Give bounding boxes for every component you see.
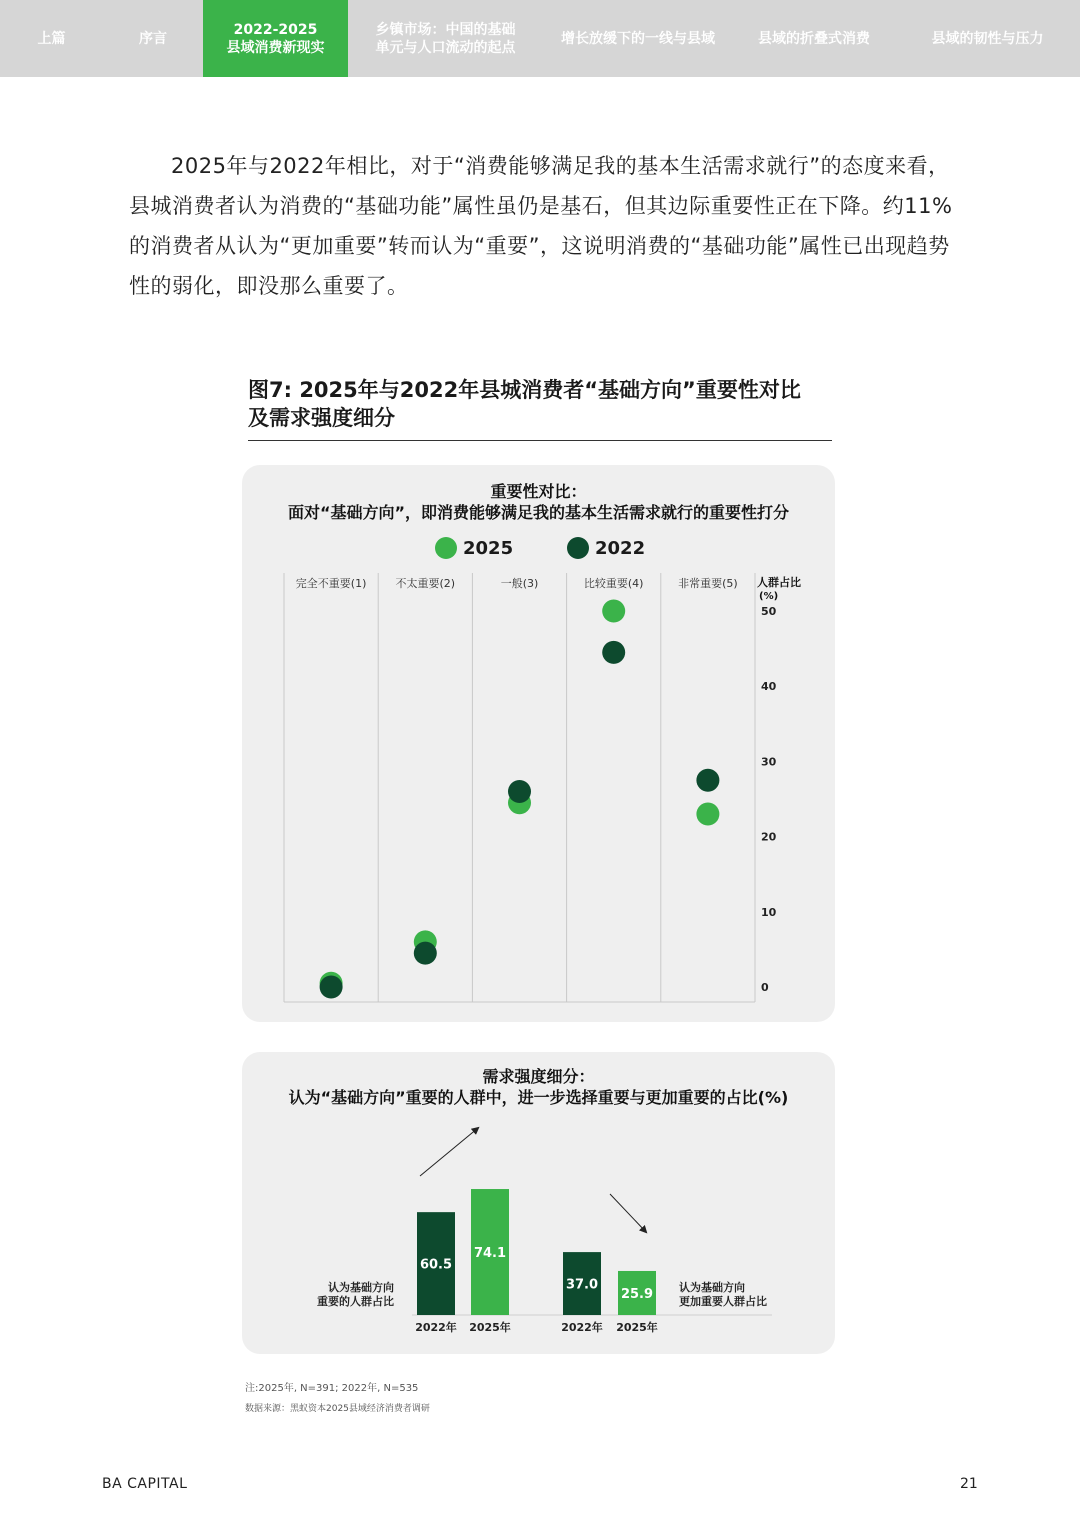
y-tick-label: 30 — [761, 755, 777, 769]
figure-title-line2: 及需求强度细分 — [248, 406, 395, 430]
group2-label-line2: 更加重要人群占比 — [679, 1295, 767, 1308]
scatter-point-2022 — [320, 976, 343, 999]
trend-up-arrow — [420, 1128, 478, 1176]
y-tick-label: 50 — [761, 605, 777, 618]
y-tick-label: 10 — [761, 905, 777, 919]
figure-title — [248, 376, 832, 441]
intro-paragraph: 2025年与2022年相比，对于“消费能够满足我的基本生活需求就行”的态度来看，县城消费者认为消费的“基础功能”属性虽仍是基石，但其边际重要性正在下降。约11%的消费者从认为“更加重要”转而认为“重要”，这说明消费的“基础功能”属性已出现趋势性的弱化，即没那么重要了。 — [129, 154, 953, 298]
importance-title-line2: 面对“基础方向”，即消费能够满足我的基本生活需求就行的重要性打分 — [287, 503, 790, 522]
scatter-point-2025 — [602, 600, 625, 623]
importance-panel — [242, 465, 835, 1022]
category-label: 比较重要(4) — [583, 577, 644, 590]
intensity-title-line1: 需求强度细分： — [482, 1067, 595, 1086]
group1-label-line1: 认为基础方向 — [328, 1281, 394, 1294]
intensity-title-line2: 认为“基础方向”重要的人群中，进一步选择重要与更加重要的占比(%) — [288, 1088, 789, 1107]
y-tick-label: 0 — [761, 981, 769, 994]
nav-tab-folded-consumption[interactable]: 县域的折叠式消费 — [758, 30, 870, 47]
y-axis-label: 人群占比 — [757, 576, 801, 589]
bar-value-label: 37.0 — [565, 1277, 599, 1293]
figure-title-line1: 图7: 2025年与2022年县城消费者“基础方向”重要性对比 — [248, 378, 801, 402]
nav-tab-township-market[interactable]: 乡镇市场：中国的基础 单元与人口流动的起点 — [375, 21, 516, 56]
bar-year-label: 2022年 — [561, 1321, 603, 1334]
nav-tab-part-one[interactable]: 上篇 — [37, 30, 66, 47]
group2-label-line1: 认为基础方向 — [679, 1281, 745, 1294]
category-label: 不太重要(2) — [395, 577, 456, 590]
importance-scatter-chart — [242, 465, 835, 1022]
top-nav — [0, 0, 1080, 77]
scatter-point-2022 — [696, 769, 719, 792]
nav-tab-county-reality[interactable]: 2022-2025 县域消费新现实 — [203, 0, 348, 77]
importance-title-line1: 重要性对比： — [490, 482, 587, 501]
scatter-point-2022 — [602, 641, 625, 664]
y-axis-unit: (%) — [759, 591, 779, 602]
legend-label-2025: 2025 — [463, 537, 514, 559]
y-tick-label: 20 — [761, 830, 777, 844]
category-label: 一般(3) — [500, 577, 539, 590]
nav-tab-resilience[interactable]: 县域的韧性与压力 — [931, 30, 1044, 47]
bar-year-label: 2025年 — [616, 1321, 658, 1334]
category-label: 非常重要(5) — [678, 577, 738, 590]
sample-note: 注:2025年, N=391; 2022年, N=535 — [245, 1383, 419, 1394]
y-tick-label: 40 — [761, 680, 777, 694]
category-label: 完全不重要(1) — [295, 577, 367, 590]
bar-value-label: 60.5 — [419, 1257, 453, 1273]
intensity-bar-chart — [242, 1052, 835, 1354]
nav-tab-preface[interactable]: 序言 — [139, 30, 167, 47]
footer-brand: BA CAPITAL — [102, 1476, 188, 1492]
bar-year-label: 2022年 — [415, 1321, 457, 1334]
scatter-point-2025 — [696, 803, 719, 826]
bar-value-label: 74.1 — [473, 1246, 507, 1262]
group1-label-line2: 重要的人群占比 — [317, 1295, 394, 1308]
source-note: 数据来源：黑蚁资本2025县域经济消费者调研 — [245, 1404, 430, 1414]
nav-tab-growth-slowdown[interactable]: 增长放缓下的一线与县域 — [561, 30, 715, 47]
scatter-point-2022 — [508, 780, 531, 803]
intensity-panel — [242, 1052, 835, 1354]
bar-year-label: 2025年 — [469, 1321, 511, 1334]
scatter-point-2022 — [414, 942, 437, 965]
page-number: 21 — [960, 1476, 978, 1492]
bar-value-label: 25.9 — [620, 1286, 654, 1302]
legend-label-2022: 2022 — [595, 537, 646, 559]
trend-down-arrow — [610, 1194, 646, 1232]
